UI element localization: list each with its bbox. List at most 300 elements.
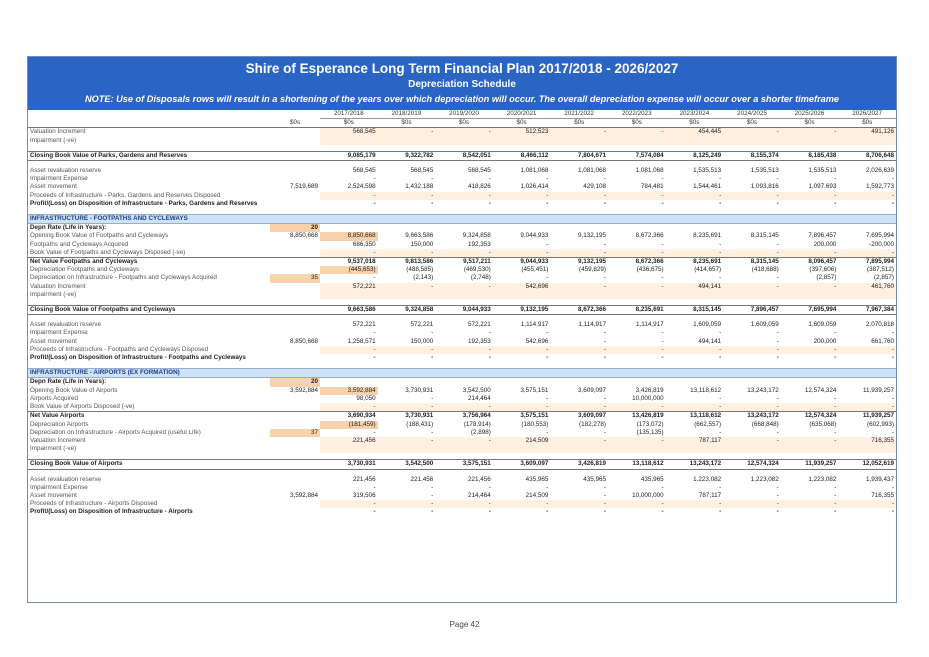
table-row bbox=[28, 437, 896, 445]
year-value: 1,535,513 bbox=[750, 167, 779, 175]
row-label: Impairment (-ve) bbox=[30, 136, 77, 144]
row-label: Net Value Airports bbox=[28, 412, 270, 421]
year-value: 13,118,612 bbox=[690, 386, 722, 394]
year-value: - bbox=[378, 403, 436, 412]
year-value: (662,557) bbox=[694, 420, 722, 428]
year-value bbox=[378, 445, 436, 453]
year-value: 12,574,324 bbox=[804, 386, 837, 394]
year-value: 3,609,097 bbox=[493, 460, 551, 469]
year-value: 542,696 bbox=[525, 337, 549, 345]
row-label: Asset revaluation reserve bbox=[30, 475, 102, 483]
year-value: - bbox=[550, 346, 608, 354]
table-row bbox=[28, 354, 896, 362]
table-row bbox=[28, 258, 896, 267]
year-header: 2023/2024 bbox=[666, 110, 724, 119]
year-value: 3,592,884 bbox=[320, 387, 378, 395]
year-value bbox=[608, 445, 666, 453]
row-label: Valuation Increment bbox=[30, 128, 86, 136]
row-label: Impairment (-ve) bbox=[30, 445, 77, 453]
year-value: - bbox=[776, 274, 779, 282]
year-value: -200,000 bbox=[869, 240, 894, 248]
year-value: - bbox=[546, 508, 549, 516]
year-value: - bbox=[603, 240, 606, 248]
year-value: (2,857) bbox=[816, 274, 837, 282]
base-value bbox=[270, 500, 320, 508]
year-value: - bbox=[378, 192, 436, 200]
year-value: 1,939,437 bbox=[865, 475, 894, 483]
year-value: - bbox=[723, 403, 781, 412]
year-value: - bbox=[435, 249, 493, 258]
year-value: - bbox=[603, 491, 606, 499]
table-row bbox=[28, 175, 896, 183]
section-title: INFRASTRUCTURE - FOOTPATHS AND CYCLEWAYS bbox=[28, 215, 896, 224]
row-label: Opening Book Value of Airports bbox=[30, 386, 118, 394]
year-value bbox=[723, 445, 781, 453]
header-blank bbox=[270, 110, 320, 119]
year-value: 9,322,782 bbox=[378, 151, 436, 160]
year-value: 13,118,612 bbox=[666, 412, 724, 421]
year-value: 214,464 bbox=[468, 491, 491, 499]
year-value: 461,760 bbox=[838, 283, 896, 291]
year-value: - bbox=[608, 437, 666, 445]
year-value: - bbox=[723, 346, 781, 354]
year-value: - bbox=[431, 483, 434, 491]
schedule-subtitle: Depreciation Schedule bbox=[408, 79, 516, 90]
base-value bbox=[270, 445, 320, 453]
year-value bbox=[838, 445, 896, 453]
year-value: - bbox=[435, 128, 493, 137]
year-value bbox=[608, 137, 666, 145]
year-value: - bbox=[661, 483, 664, 491]
base-value bbox=[270, 258, 320, 267]
year-value: 3,609,097 bbox=[577, 386, 606, 394]
row-label: Closing Book Value of Parks, Gardens and Reserves bbox=[28, 151, 270, 160]
year-value: 1,535,513 bbox=[808, 167, 837, 175]
year-value: - bbox=[373, 274, 376, 282]
year-value: (2,898) bbox=[470, 428, 491, 436]
year-value bbox=[838, 291, 896, 299]
year-value bbox=[320, 378, 378, 387]
year-value bbox=[723, 137, 781, 145]
row-label: Depreciation Airports bbox=[30, 420, 89, 428]
year-value: - bbox=[891, 428, 894, 436]
year-value: 8,096,457 bbox=[781, 258, 839, 267]
base-value bbox=[270, 200, 320, 208]
table-row bbox=[28, 291, 896, 299]
base-value bbox=[270, 241, 320, 249]
base-value bbox=[270, 476, 320, 484]
year-value: - bbox=[776, 175, 779, 183]
year-value: 491,126 bbox=[838, 128, 896, 137]
year-value: - bbox=[435, 437, 493, 445]
year-value: - bbox=[488, 483, 491, 491]
year-value: - bbox=[834, 508, 837, 516]
year-value: - bbox=[378, 283, 436, 291]
year-value: 1,535,513 bbox=[693, 167, 722, 175]
year-value: 8,315,145 bbox=[750, 232, 779, 240]
year-value: - bbox=[719, 394, 722, 402]
year-value: (135,135) bbox=[636, 428, 664, 436]
table-row bbox=[28, 266, 896, 274]
year-value: 435,965 bbox=[640, 475, 664, 483]
year-value bbox=[781, 445, 839, 453]
year-value: - bbox=[666, 249, 724, 258]
row-label: Depreciation on Infrastructure - Footpaths and Cycleways Acquired bbox=[30, 274, 217, 282]
year-value: 9,085,179 bbox=[320, 151, 378, 160]
year-value: 1,223,082 bbox=[750, 475, 779, 483]
year-value: 13,243,172 bbox=[747, 386, 779, 394]
year-value bbox=[608, 378, 666, 387]
year-value: (635,068) bbox=[809, 420, 837, 428]
base-value bbox=[270, 346, 320, 354]
year-value: 3,730,931 bbox=[378, 412, 436, 421]
year-value: (455,451) bbox=[521, 266, 549, 274]
year-value: 1,097,693 bbox=[808, 183, 837, 191]
table-row bbox=[28, 329, 896, 337]
year-value: - bbox=[603, 483, 606, 491]
year-value: - bbox=[546, 329, 549, 337]
base-value: 7,519,689 bbox=[290, 183, 319, 191]
year-value: - bbox=[550, 500, 608, 508]
row-label: Opening Book Value of Footpaths and Cycleways bbox=[30, 232, 169, 240]
year-value: - bbox=[378, 249, 436, 258]
year-value: (445,653) bbox=[320, 266, 378, 274]
year-value: - bbox=[891, 329, 894, 337]
year-value bbox=[666, 224, 724, 233]
base-value bbox=[270, 175, 320, 183]
schedule-body bbox=[28, 110, 896, 517]
year-value: - bbox=[719, 483, 722, 491]
table-row bbox=[28, 321, 896, 329]
year-value: 13,118,612 bbox=[608, 460, 666, 469]
year-value: 7,695,994 bbox=[781, 306, 839, 315]
year-value: 3,690,934 bbox=[320, 412, 378, 421]
year-value: - bbox=[546, 394, 549, 402]
year-value bbox=[550, 378, 608, 387]
row-label: Asset revaluation reserve bbox=[30, 321, 102, 329]
year-value: - bbox=[431, 199, 434, 207]
year-value: - bbox=[550, 283, 608, 291]
year-value: - bbox=[776, 483, 779, 491]
year-value: - bbox=[373, 428, 376, 436]
year-value: 13,243,172 bbox=[666, 460, 724, 469]
year-value: 1,081,068 bbox=[520, 167, 549, 175]
year-value: - bbox=[488, 508, 491, 516]
row-label: Asset revaluation reserve bbox=[30, 167, 102, 175]
year-value: - bbox=[431, 508, 434, 516]
row-label: Asset movement bbox=[30, 183, 77, 191]
year-value bbox=[781, 224, 839, 233]
year-value bbox=[723, 291, 781, 299]
row-label: Depn Rate (Life in Years): bbox=[30, 378, 107, 386]
year-value: (418,688) bbox=[751, 266, 779, 274]
year-header: 2018/2019 bbox=[378, 110, 436, 119]
base-value: 20 bbox=[270, 224, 320, 233]
section-title: INFRASTRUCTURE - AIRPORTS (EX FORMATION) bbox=[28, 369, 896, 378]
year-value: (2,857) bbox=[874, 274, 894, 282]
year-value: 686,350 bbox=[352, 240, 376, 248]
year-value bbox=[320, 445, 378, 453]
year-value bbox=[378, 378, 436, 387]
table-row bbox=[28, 137, 896, 145]
year-header: 2026/2027 bbox=[838, 110, 896, 119]
year-value: - bbox=[776, 508, 779, 516]
year-value: 319,506 bbox=[352, 491, 376, 499]
year-value: 8,315,145 bbox=[666, 306, 724, 315]
year-value: 429,108 bbox=[583, 183, 606, 191]
row-label: Impairment Expense bbox=[30, 175, 88, 183]
year-value: 13,243,172 bbox=[723, 412, 781, 421]
year-header: 2017/2018 bbox=[320, 110, 378, 119]
section-header-row bbox=[28, 369, 896, 378]
base-value bbox=[270, 167, 320, 175]
year-value: - bbox=[608, 128, 666, 137]
year-value: - bbox=[488, 199, 491, 207]
year-value: 9,517,211 bbox=[435, 258, 493, 267]
year-value: - bbox=[834, 329, 837, 337]
table-row bbox=[28, 224, 896, 233]
year-value: - bbox=[550, 128, 608, 137]
year-value: - bbox=[493, 249, 551, 258]
year-value: - bbox=[603, 199, 606, 207]
base-value: 3,592,884 bbox=[290, 386, 319, 394]
row-label: Book Value of Footpaths and Cycleways Disposed (-ve) bbox=[30, 248, 186, 256]
year-value: 200,000 bbox=[813, 337, 837, 345]
year-value: 8,542,051 bbox=[435, 151, 493, 160]
year-value: - bbox=[550, 192, 608, 200]
year-value: - bbox=[781, 283, 839, 291]
year-value bbox=[550, 291, 608, 299]
year-value: 221,456 bbox=[352, 475, 376, 483]
base-value bbox=[270, 421, 320, 429]
year-value bbox=[723, 378, 781, 387]
year-value: 1,258,571 bbox=[347, 337, 376, 345]
year-header: 2020/2021 bbox=[493, 110, 551, 119]
year-value: - bbox=[838, 249, 896, 258]
year-value: 9,044,933 bbox=[493, 258, 551, 267]
table-row bbox=[28, 183, 896, 191]
year-value: 2,524,598 bbox=[347, 183, 376, 191]
year-value: - bbox=[776, 337, 779, 345]
year-value: - bbox=[781, 437, 839, 445]
table-row bbox=[28, 128, 896, 137]
year-value: - bbox=[373, 199, 376, 207]
year-value: - bbox=[603, 175, 606, 183]
year-value bbox=[435, 445, 493, 453]
year-value: - bbox=[666, 403, 724, 412]
year-value: - bbox=[431, 354, 434, 362]
disposal-note: NOTE: Use of Disposals rows will result in a shortening of the years over which depreciation will occur. The overall depreciation expense will occur over a shorter timeframe bbox=[84, 94, 840, 104]
base-value bbox=[270, 484, 320, 492]
year-value: 9,132,195 bbox=[493, 306, 551, 315]
year-header: 2024/2025 bbox=[723, 110, 781, 119]
year-value: - bbox=[776, 428, 779, 436]
depreciation-sheet bbox=[27, 56, 897, 603]
header-blank bbox=[28, 110, 270, 119]
year-value: - bbox=[719, 329, 722, 337]
year-value bbox=[493, 137, 551, 145]
header-blank bbox=[28, 119, 270, 128]
year-value: 7,695,994 bbox=[865, 232, 894, 240]
unit-header: $0s bbox=[550, 119, 608, 128]
base-value bbox=[270, 192, 320, 200]
unit-header: $0s bbox=[493, 119, 551, 128]
year-value: - bbox=[719, 354, 722, 362]
year-value: - bbox=[373, 508, 376, 516]
year-value: (387,512) bbox=[867, 266, 894, 274]
year-value: 1,609,059 bbox=[750, 321, 779, 329]
table-row bbox=[28, 338, 896, 346]
year-value: 11,939,257 bbox=[838, 412, 896, 421]
year-value: - bbox=[378, 437, 436, 445]
year-value: (173,072) bbox=[636, 420, 664, 428]
year-value: - bbox=[603, 354, 606, 362]
year-value: 221,456 bbox=[320, 437, 378, 445]
base-value: 20 bbox=[270, 378, 320, 387]
base-value bbox=[270, 291, 320, 299]
year-value: 1,592,773 bbox=[865, 183, 894, 191]
year-value: 1,432,188 bbox=[405, 183, 434, 191]
year-value: 1,114,917 bbox=[636, 321, 664, 329]
year-header: 2025/2026 bbox=[781, 110, 839, 119]
year-value: 3,575,151 bbox=[520, 386, 549, 394]
unit-header: $0s bbox=[781, 119, 839, 128]
year-value: 9,813,586 bbox=[378, 258, 436, 267]
base-value bbox=[270, 137, 320, 145]
year-value: - bbox=[781, 249, 839, 258]
row-label: Closing Book Value of Footpaths and Cycleways bbox=[28, 306, 270, 315]
year-value bbox=[320, 137, 378, 145]
year-value: - bbox=[781, 192, 839, 200]
year-value: 3,426,819 bbox=[635, 386, 664, 394]
year-value bbox=[666, 445, 724, 453]
row-label: Impairment (-ve) bbox=[30, 290, 77, 298]
year-value: - bbox=[661, 274, 664, 282]
year-value: - bbox=[431, 175, 434, 183]
row-label: Book Value of Airports Disposed (-ve) bbox=[30, 403, 135, 411]
table-row bbox=[28, 412, 896, 421]
year-value bbox=[838, 378, 896, 387]
year-value: - bbox=[431, 329, 434, 337]
year-value: 8,155,374 bbox=[723, 151, 781, 160]
year-value: - bbox=[603, 508, 606, 516]
row-label: Asset movement bbox=[30, 337, 77, 345]
year-value: (181,459) bbox=[320, 421, 378, 429]
year-value: 8,672,366 bbox=[550, 306, 608, 315]
year-value: - bbox=[431, 428, 434, 436]
base-value bbox=[270, 460, 320, 469]
base-value bbox=[270, 321, 320, 329]
year-value: - bbox=[834, 428, 837, 436]
row-label: Proceeds of Infrastructure - Parks, Gardens and Reserves Disposed bbox=[30, 191, 221, 199]
year-value: - bbox=[550, 249, 608, 258]
year-value: - bbox=[608, 403, 666, 412]
year-value: - bbox=[661, 175, 664, 183]
year-value: - bbox=[493, 500, 551, 508]
year-value: 9,663,586 bbox=[320, 306, 378, 315]
table-row bbox=[28, 508, 896, 516]
year-value: - bbox=[719, 274, 722, 282]
year-value: 221,456 bbox=[410, 475, 434, 483]
year-value: (2,748) bbox=[470, 274, 491, 282]
row-label: Valuation Increment bbox=[30, 436, 86, 444]
year-value bbox=[435, 378, 493, 387]
table-row bbox=[28, 200, 896, 208]
base-value: 3,592,884 bbox=[290, 491, 319, 499]
row-label: Airports Acquired bbox=[30, 394, 78, 402]
table-row bbox=[28, 283, 896, 291]
year-value: 8,466,112 bbox=[493, 151, 551, 160]
year-value: 12,052,619 bbox=[838, 460, 896, 469]
table-row bbox=[28, 249, 896, 258]
base-value: 8,850,668 bbox=[290, 232, 319, 240]
year-value: - bbox=[546, 199, 549, 207]
year-value: - bbox=[661, 199, 664, 207]
year-value: - bbox=[378, 500, 436, 508]
year-value: - bbox=[435, 403, 493, 412]
year-value bbox=[320, 224, 378, 233]
year-value bbox=[378, 224, 436, 233]
year-value bbox=[666, 137, 724, 145]
table-row bbox=[28, 429, 896, 437]
year-value: (668,848) bbox=[751, 420, 779, 428]
year-value: 214,509 bbox=[493, 437, 551, 445]
year-value bbox=[435, 224, 493, 233]
base-value: 8,850,668 bbox=[290, 337, 319, 345]
year-value: - bbox=[431, 491, 434, 499]
row-label: Asset movement bbox=[30, 491, 77, 499]
table-row bbox=[28, 387, 896, 395]
year-value: 9,132,195 bbox=[550, 258, 608, 267]
year-value: 2,070,818 bbox=[865, 321, 894, 329]
page-title: Shire of Esperance Long Term Financial Plan 2017/2018 - 2026/2027 bbox=[245, 61, 679, 76]
year-value: 1,609,059 bbox=[693, 321, 722, 329]
unit-header: $0s bbox=[666, 119, 724, 128]
row-label: Depn Rate (Life in Years): bbox=[30, 224, 107, 232]
year-value: - bbox=[891, 483, 894, 491]
year-value: 568,545 bbox=[468, 167, 491, 175]
year-value: 1,081,068 bbox=[577, 167, 606, 175]
base-value: 35 bbox=[270, 274, 320, 282]
year-value: - bbox=[488, 354, 491, 362]
table-row bbox=[28, 346, 896, 354]
year-value: (602,993) bbox=[867, 420, 894, 428]
year-value: - bbox=[776, 240, 779, 248]
year-value: 9,537,018 bbox=[320, 258, 378, 267]
year-value bbox=[666, 378, 724, 387]
year-value: (436,675) bbox=[636, 266, 664, 274]
year-value: 572,221 bbox=[320, 283, 378, 291]
year-value bbox=[781, 137, 839, 145]
row-label: Impairment Expense bbox=[30, 329, 88, 337]
year-value: 192,353 bbox=[468, 240, 491, 248]
year-value: 1,544,461 bbox=[693, 183, 722, 191]
year-value: 784,481 bbox=[640, 183, 664, 191]
year-value: 1,223,082 bbox=[808, 475, 837, 483]
year-value bbox=[781, 378, 839, 387]
year-value: - bbox=[603, 337, 606, 345]
year-value: - bbox=[435, 346, 493, 354]
year-value: - bbox=[723, 192, 781, 200]
year-value: - bbox=[834, 354, 837, 362]
year-value: - bbox=[373, 354, 376, 362]
year-value: 572,221 bbox=[410, 321, 434, 329]
year-value: - bbox=[781, 128, 839, 137]
year-value: - bbox=[838, 403, 896, 412]
year-header: 2021/2022 bbox=[550, 110, 608, 119]
year-value: - bbox=[320, 192, 378, 200]
table-row bbox=[28, 395, 896, 403]
